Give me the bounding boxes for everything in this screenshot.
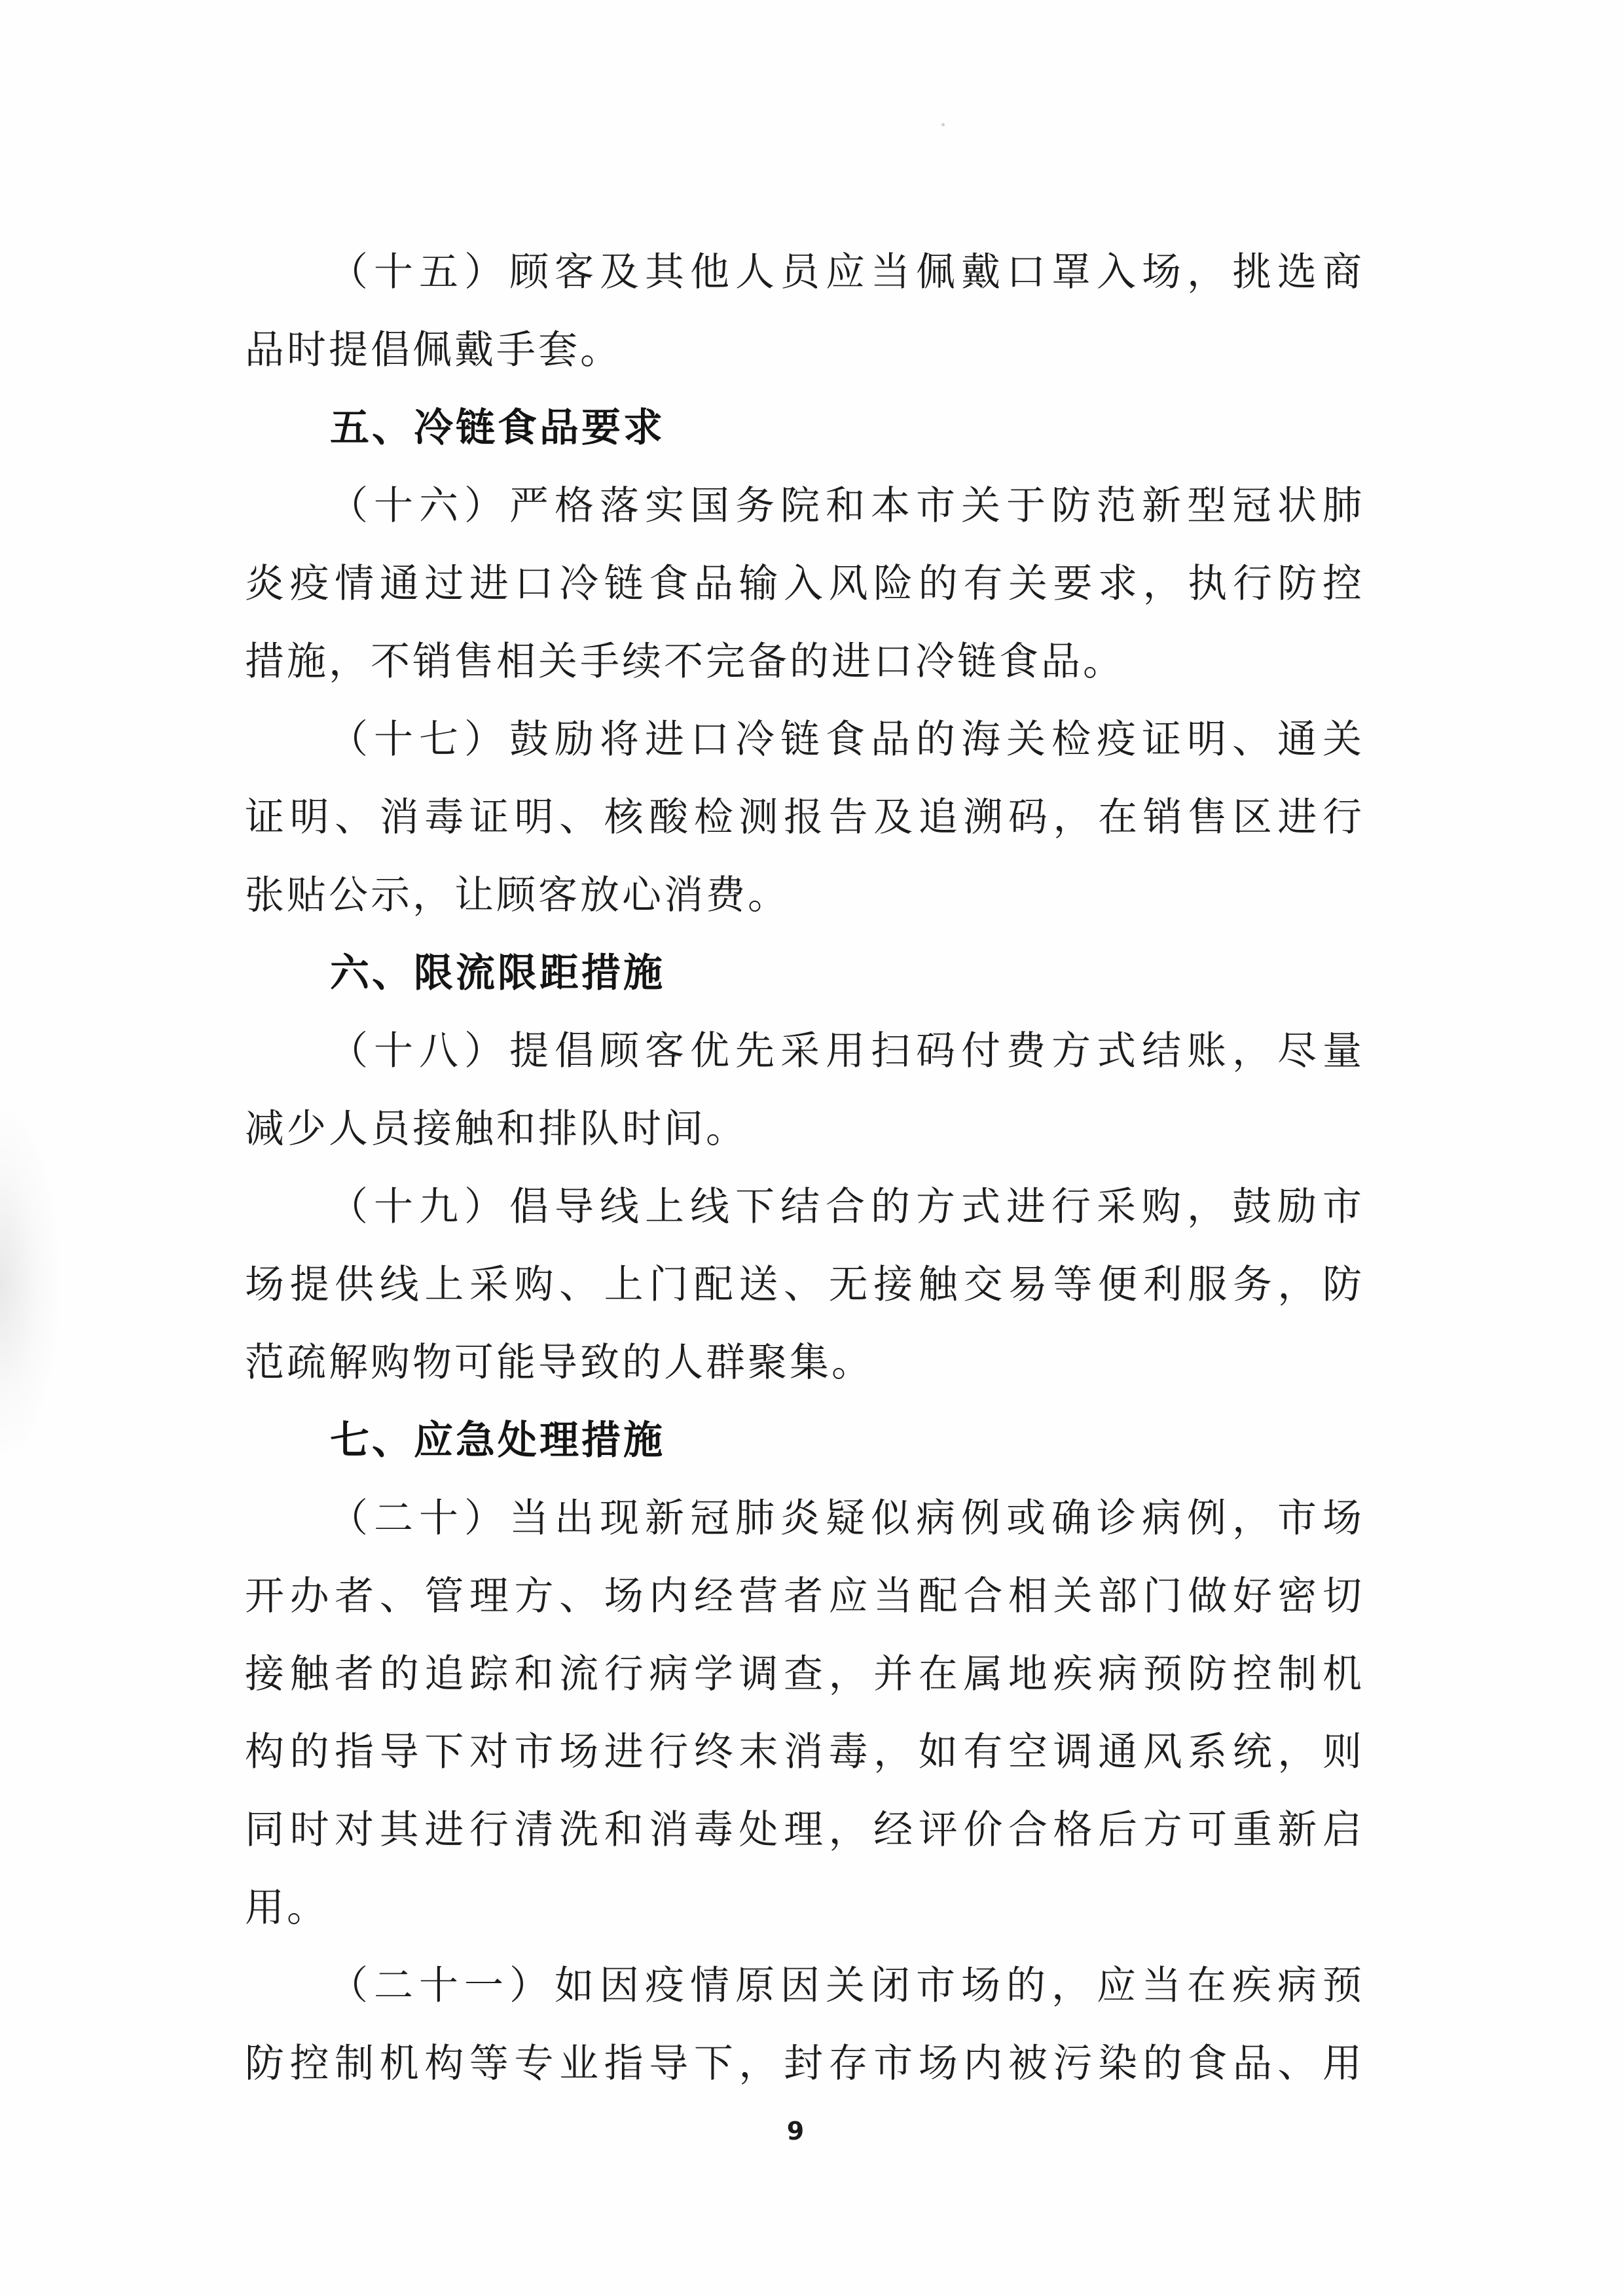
clause-17	[245, 701, 1364, 935]
clause-21	[245, 1947, 1364, 2103]
clause-16-line-3: 措施，不销售相关手续不完备的进口冷链食品。	[245, 639, 1125, 685]
body-text	[245, 234, 1364, 2103]
clause-20-line-4: 构的指导下对市场进行终末消毒，如有空调通风系统，则	[245, 1729, 1364, 1775]
clause-19-line-3: 范疏解购物可能导致的人群聚集。	[245, 1340, 873, 1386]
clause-19-line-2: 场提供线上采购、上门配送、无接触交易等便利服务，防	[245, 1262, 1364, 1308]
clause-17-line-1: （十七）鼓励将进口冷链食品的海关检疫证明、通关	[329, 717, 1364, 762]
section-heading-6: 六、限流限距措施	[330, 950, 665, 996]
clause-21-line-1: （二十一）如因疫情原因关闭市场的，应当在疾病预	[329, 1963, 1364, 2009]
clause-20	[245, 1480, 1364, 1947]
clause-20-line-1: （二十）当出现新冠肺炎疑似病例或确诊病例，市场	[329, 1496, 1364, 1541]
clause-19	[245, 1168, 1364, 1402]
clause-17-line-3: 张贴公示，让顾客放心消费。	[245, 872, 790, 918]
page-number: 9	[786, 2117, 805, 2145]
clause-18-line-2: 减少人员接触和排队时间。	[245, 1106, 748, 1152]
clause-20-line-2: 开办者、管理方、场内经营者应当配合相关部门做好密切	[245, 1573, 1364, 1619]
scan-edge-shadow	[0, 1113, 59, 1453]
clause-18	[245, 1013, 1364, 1168]
clause-18-line-1: （十八）提倡顾客优先采用扫码付费方式结账，尽量	[329, 1028, 1364, 1074]
clause-16	[245, 467, 1364, 701]
clause-15-line-2: 品时提倡佩戴手套。	[245, 327, 622, 373]
scan-speck	[941, 123, 945, 126]
section-heading-5: 五、冷链食品要求	[330, 405, 665, 451]
clause-17-line-2: 证明、消毒证明、核酸检测报告及追溯码，在销售区进行	[245, 795, 1364, 840]
clause-16-line-1: （十六）严格落实国务院和本市关于防范新型冠状肺	[329, 483, 1364, 529]
clause-15	[245, 234, 1364, 389]
clause-16-line-2: 炎疫情通过进口冷链食品输入风险的有关要求，执行防控	[245, 561, 1364, 607]
clause-20-line-3: 接触者的追踪和流行病学调查，并在属地疾病预防控制机	[245, 1651, 1364, 1697]
clause-21-line-2: 防控制机构等专业指导下，封存市场内被污染的食品、用	[245, 2041, 1364, 2087]
clause-20-line-6: 用。	[245, 1885, 329, 1931]
section-heading-7: 七、应急处理措施	[330, 1418, 665, 1463]
clause-20-line-5: 同时对其进行清洗和消毒处理，经评价合格后方可重新启	[245, 1807, 1364, 1853]
clause-19-line-1: （十九）倡导线上线下结合的方式进行采购，鼓励市	[329, 1184, 1364, 1230]
clause-15-line-1: （十五）顾客及其他人员应当佩戴口罩入场，挑选商	[329, 249, 1364, 295]
